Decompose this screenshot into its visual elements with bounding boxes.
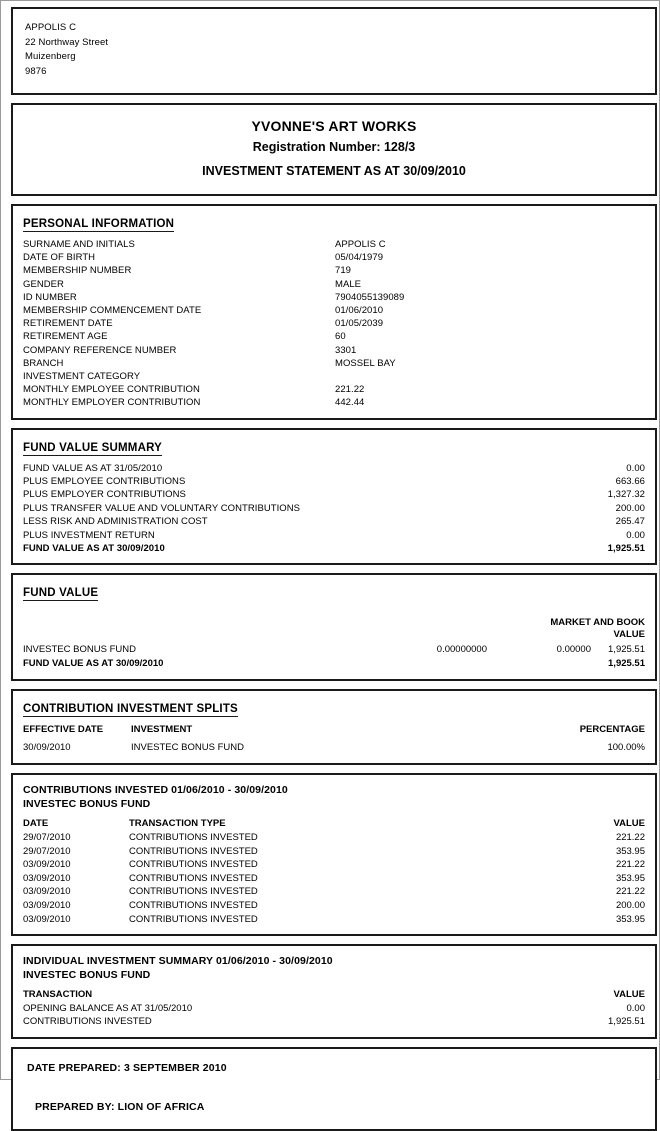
info-row (23, 304, 645, 317)
info-value: 442.44 (335, 397, 365, 409)
info-value: 60 (335, 331, 346, 343)
info-row (23, 344, 645, 357)
address-block (11, 7, 657, 95)
fund-price: 0.00000 (556, 644, 591, 656)
column-header-percentage: PERCENTAGE (579, 724, 645, 736)
summary-row (23, 462, 645, 475)
table-row (23, 831, 645, 845)
transaction-type: CONTRIBUTIONS INVESTED (129, 900, 258, 912)
transaction-type: CONTRIBUTIONS INVESTED (129, 872, 258, 884)
personal-information-section (11, 204, 657, 420)
summary-value: 0.00 (626, 1002, 645, 1014)
transaction-value: 353.95 (615, 872, 645, 884)
transaction-date: 29/07/2010 (23, 845, 71, 857)
summary-total-value: 1,925.51 (607, 543, 645, 555)
table-row (23, 858, 645, 872)
info-label: DATE OF BIRTH (23, 252, 96, 264)
info-value: MOSSEL BAY (335, 357, 396, 369)
info-row (23, 291, 645, 304)
prepared-by: PREPARED BY: LION OF AFRICA (35, 1101, 205, 1114)
column-header-transaction: TRANSACTION (23, 989, 93, 1001)
fund-units: 0.00000000 (436, 644, 487, 656)
date-prepared: DATE PREPARED: 3 SEPTEMBER 2010 (27, 1062, 227, 1075)
section-heading: INDIVIDUAL INVESTMENT SUMMARY 01/06/2010 - 30/09/2010 (23, 955, 333, 968)
summary-total-row (23, 542, 645, 555)
section-heading: FUND VALUE (23, 587, 99, 600)
fund-value-column-header (23, 617, 645, 640)
info-label: INVESTMENT CATEGORY (23, 371, 141, 383)
summary-row (23, 488, 645, 501)
column-header-value: VALUE (613, 818, 645, 830)
section-heading: CONTRIBUTION INVESTMENT SPLITS (23, 703, 238, 716)
section-fund-name: INVESTEC BONUS FUND (23, 798, 151, 811)
table-row (23, 872, 645, 886)
summary-header-row (23, 988, 645, 1002)
transactions-list (23, 831, 645, 926)
info-label: MEMBERSHIP COMMENCEMENT DATE (23, 305, 202, 317)
transaction-date: 03/09/2010 (23, 859, 71, 871)
column-header-investment: INVESTMENT (131, 724, 193, 736)
summary-value: 265.47 (615, 516, 645, 528)
splits-effective-date: 30/09/2010 (23, 742, 71, 754)
table-row (23, 1002, 645, 1016)
info-label: ID NUMBER (23, 291, 77, 303)
splits-row (23, 741, 645, 755)
summary-value: 663.66 (615, 476, 645, 488)
info-value: MALE (335, 278, 362, 290)
splits-investment: INVESTEC BONUS FUND (131, 742, 244, 754)
fund-value-section (11, 573, 657, 681)
info-row (23, 383, 645, 396)
info-row (23, 357, 645, 370)
info-row (23, 396, 645, 409)
transactions-header-row (23, 817, 645, 831)
table-row (23, 899, 645, 913)
transaction-date: 03/09/2010 (23, 886, 71, 898)
info-row (23, 330, 645, 343)
info-label: COMPANY REFERENCE NUMBER (23, 344, 177, 356)
section-heading: PERSONAL INFORMATION (23, 218, 175, 230)
transaction-type: CONTRIBUTIONS INVESTED (129, 832, 258, 844)
info-label: GENDER (23, 278, 64, 290)
summary-label: PLUS INVESTMENT RETURN (23, 529, 155, 541)
info-label: BRANCH (23, 357, 64, 369)
info-value: APPOLIS C (335, 239, 386, 250)
contributions-invested-section (11, 773, 657, 936)
info-label: RETIREMENT DATE (23, 318, 113, 330)
summary-row (23, 529, 645, 542)
info-value: 3301 (335, 344, 357, 356)
column-header-date: DATE (23, 818, 49, 830)
info-label: MEMBERSHIP NUMBER (23, 265, 132, 277)
transaction-date: 29/07/2010 (23, 832, 71, 844)
footer-section (11, 1047, 657, 1131)
summary-value: 0.00 (626, 462, 645, 474)
splits-header-row (23, 723, 645, 737)
summary-label: FUND VALUE AS AT 31/05/2010 (23, 462, 163, 474)
transaction-value: 221.22 (615, 886, 645, 898)
summary-value: 1,327.32 (607, 489, 645, 501)
statement-heading: INVESTMENT STATEMENT AS AT 30/09/2010 (202, 164, 466, 178)
address-line: 22 Northway Street (25, 36, 109, 48)
table-row (23, 913, 645, 927)
transaction-value: 353.95 (615, 913, 645, 925)
summary-value: 1,925.51 (608, 1016, 645, 1028)
summary-label: OPENING BALANCE AS AT 31/05/2010 (23, 1002, 193, 1014)
info-row (23, 370, 645, 383)
info-label: RETIREMENT AGE (23, 331, 108, 343)
info-value: 7904055139089 (335, 291, 405, 303)
transaction-value: 221.22 (615, 832, 645, 844)
info-value: 01/05/2039 (335, 318, 384, 330)
table-row (23, 885, 645, 899)
section-fund-name: INVESTEC BONUS FUND (23, 969, 151, 982)
info-label: SURNAME AND INITIALS (23, 239, 135, 250)
info-row (23, 264, 645, 277)
transaction-date: 03/09/2010 (23, 913, 71, 925)
summary-total-label: FUND VALUE AS AT 30/09/2010 (23, 543, 165, 555)
transaction-type: CONTRIBUTIONS INVESTED (129, 859, 258, 871)
transaction-value: 353.95 (615, 845, 645, 857)
info-label: MONTHLY EMPLOYEE CONTRIBUTION (23, 384, 200, 396)
section-heading: FUND VALUE SUMMARY (23, 441, 163, 454)
contribution-investment-splits-section (11, 689, 657, 765)
summary-label: PLUS TRANSFER VALUE AND VOLUNTARY CONTRIBUTIONS (23, 502, 301, 514)
transaction-date: 03/09/2010 (23, 900, 71, 912)
summary-label: LESS RISK AND ADMINISTRATION COST (23, 516, 208, 528)
fund-value-total-row (23, 657, 645, 671)
info-row (23, 317, 645, 330)
column-header-line1: MARKET AND BOOK (550, 617, 645, 629)
column-header-value: VALUE (613, 989, 645, 1001)
fund-value-row (23, 643, 645, 657)
summary-label: PLUS EMPLOYEE CONTRIBUTIONS (23, 476, 186, 488)
table-row (23, 1015, 645, 1029)
info-value: 719 (335, 265, 352, 277)
column-header-line2: VALUE (613, 628, 645, 640)
summary-label: CONTRIBUTIONS INVESTED (23, 1016, 152, 1028)
summary-label: PLUS EMPLOYER CONTRIBUTIONS (23, 489, 186, 501)
fund-value-summary-section (11, 428, 657, 566)
column-header-effective-date: EFFECTIVE DATE (23, 724, 104, 736)
info-row (23, 251, 645, 264)
info-value: 05/04/1979 (335, 252, 384, 264)
summary-value: 0.00 (626, 529, 645, 541)
fund-total-label: FUND VALUE AS AT 30/09/2010 (23, 658, 164, 670)
info-row (23, 278, 645, 291)
summary-row (23, 502, 645, 515)
fund-market-book-value: 1,925.51 (608, 644, 645, 656)
individual-investment-summary-section (11, 944, 657, 1039)
transaction-type: CONTRIBUTIONS INVESTED (129, 845, 258, 857)
splits-percentage: 100.00% (607, 742, 645, 754)
info-value (335, 370, 645, 383)
personal-information-list (23, 238, 645, 410)
registration-number: Registration Number: 128/3 (252, 140, 416, 154)
summary-row (23, 515, 645, 528)
info-value: 221.22 (335, 384, 365, 396)
summary-row (23, 475, 645, 488)
transaction-value: 200.00 (615, 900, 645, 912)
transaction-date: 03/09/2010 (23, 872, 71, 884)
statement-title-block (11, 103, 657, 196)
fund-total-value: 1,925.51 (608, 658, 645, 670)
info-value: 01/06/2010 (335, 305, 384, 317)
table-row (23, 845, 645, 859)
company-name: YVONNE'S ART WORKS (251, 118, 417, 134)
column-header-transaction-type: TRANSACTION TYPE (129, 818, 226, 830)
fund-name: INVESTEC BONUS FUND (23, 644, 136, 656)
transaction-type: CONTRIBUTIONS INVESTED (129, 886, 258, 898)
info-row (23, 238, 645, 251)
info-label: MONTHLY EMPLOYER CONTRIBUTION (23, 397, 201, 409)
section-heading: CONTRIBUTIONS INVESTED 01/06/2010 - 30/09/2010 (23, 784, 288, 797)
transaction-type: CONTRIBUTIONS INVESTED (129, 913, 258, 925)
address-line: 9876 (25, 65, 47, 77)
address-line: APPOLIS C (25, 22, 77, 33)
address-line: Muizenberg (25, 51, 76, 62)
transaction-value: 221.22 (615, 859, 645, 871)
fund-value-summary-list (23, 462, 645, 556)
summary-value: 200.00 (615, 502, 645, 514)
